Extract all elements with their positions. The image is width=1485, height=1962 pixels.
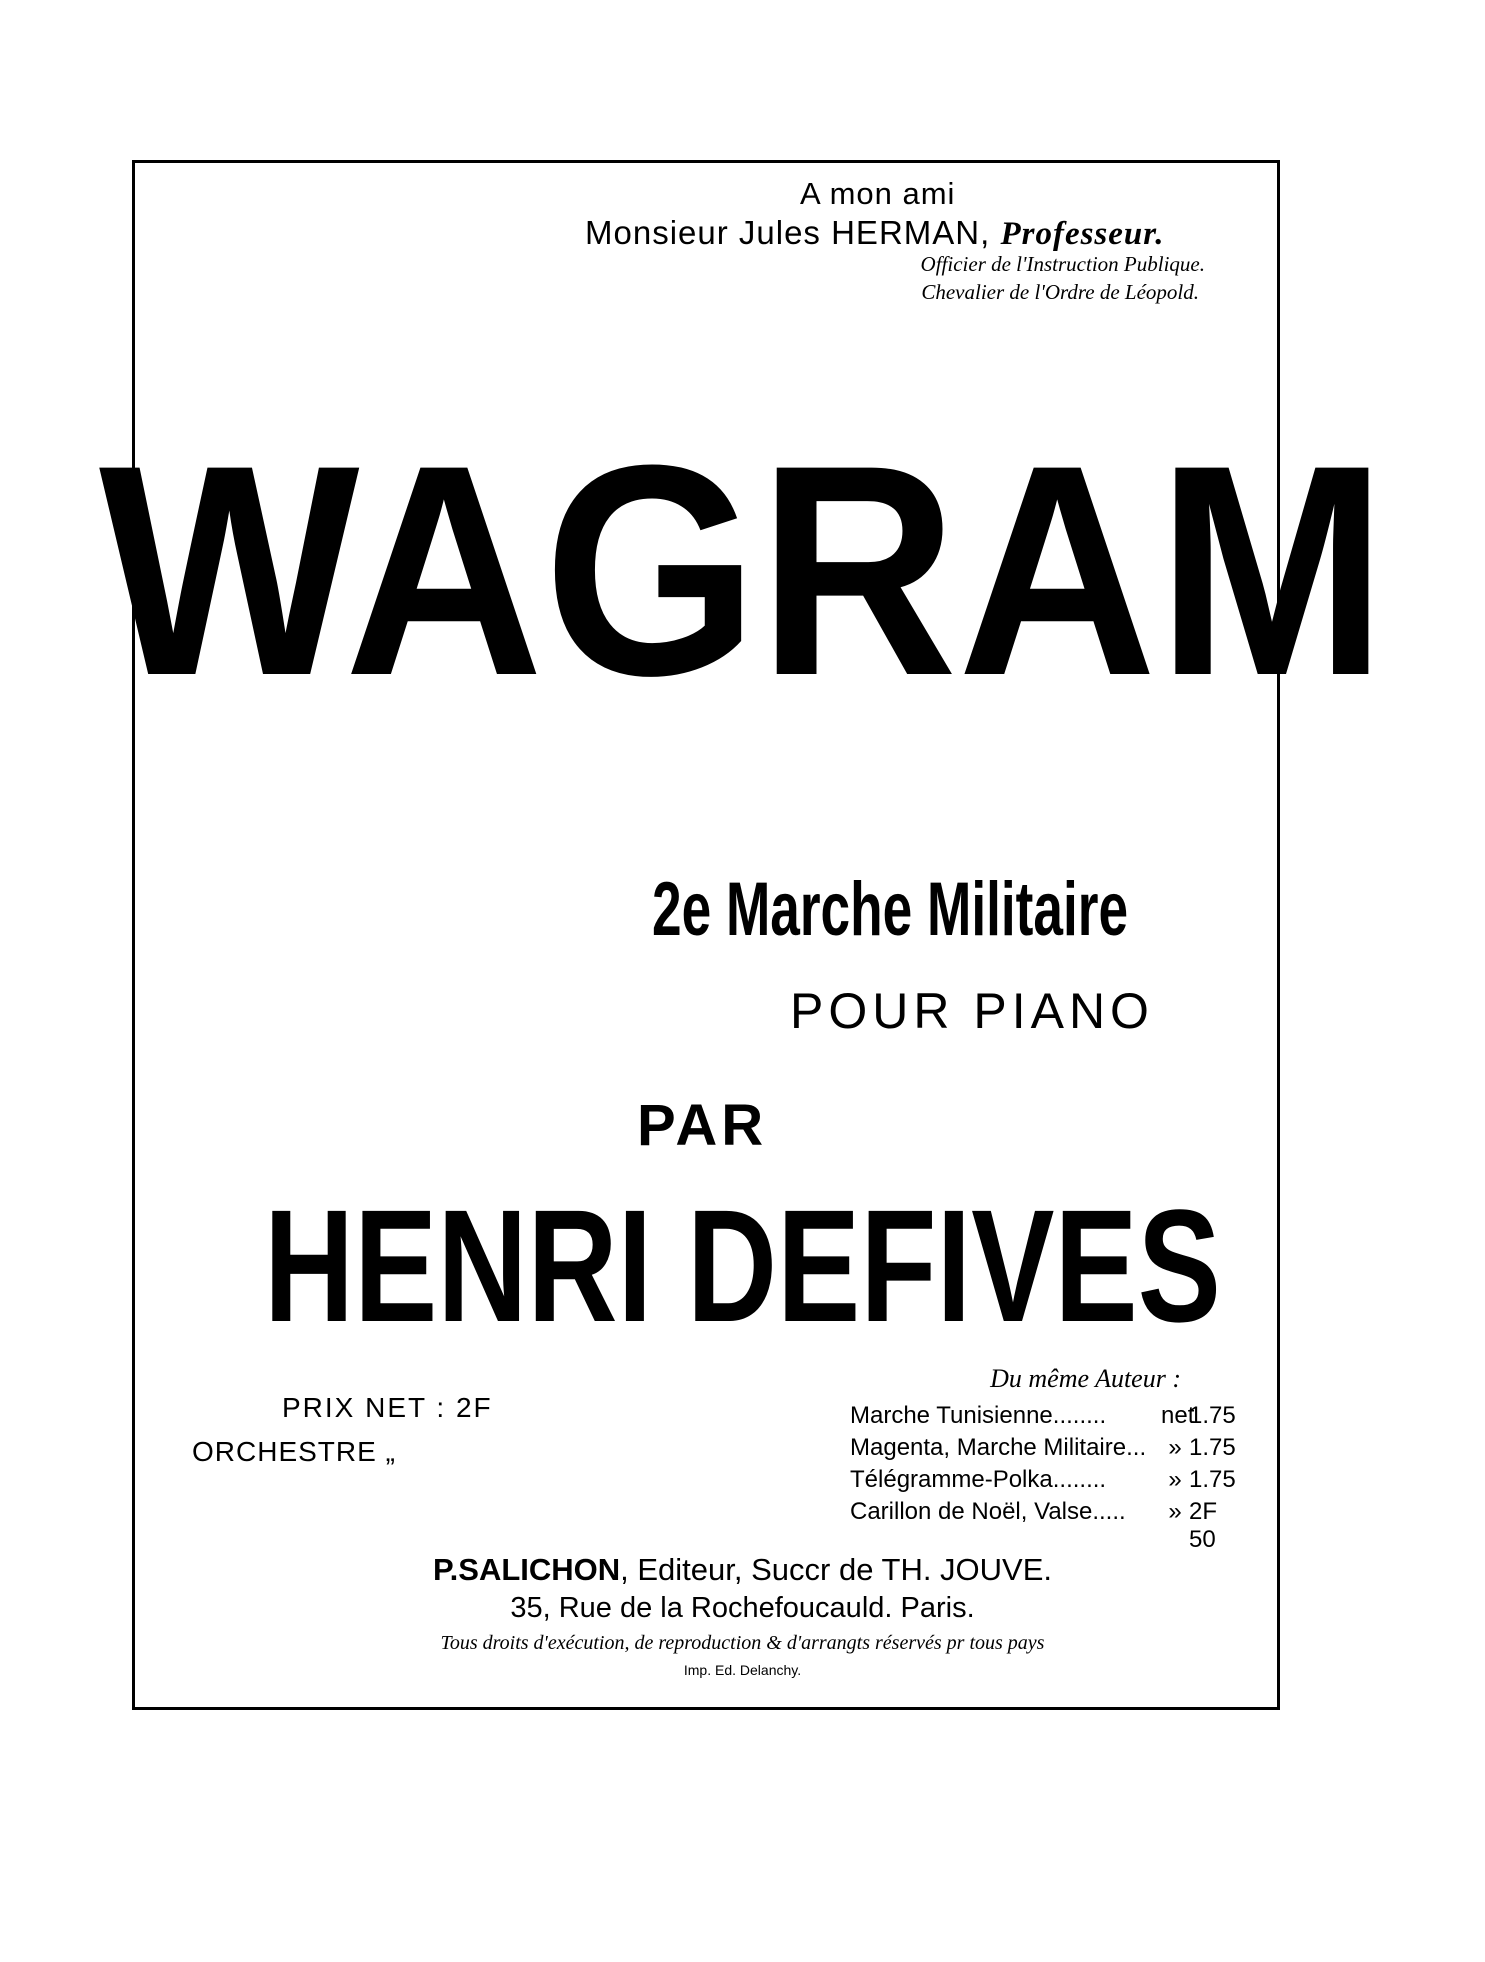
- page-title: [0, 402, 1485, 738]
- work-name: Télégramme-Polka........: [850, 1466, 1107, 1493]
- composer-text: HENRI DEFIVES: [264, 1176, 1221, 1355]
- orchestra-price: ORCHESTRE „: [192, 1436, 396, 1467]
- dedication-line-4: Chevalier de l'Ordre de Léopold.: [921, 280, 1199, 304]
- work-price: 1.75: [1189, 1402, 1236, 1429]
- work-name: Carillon de Noël, Valse.....: [850, 1498, 1126, 1525]
- publisher-details: , Editeur, Succr de TH. JOUVE.: [620, 1552, 1053, 1587]
- work-mark: »: [1168, 1466, 1182, 1493]
- composer-name: [0, 1176, 1485, 1356]
- title-text: WAGRAM: [98, 402, 1387, 738]
- list-item: [850, 1466, 1245, 1498]
- work-price: 2F 50: [1189, 1498, 1218, 1553]
- list-item: [850, 1434, 1245, 1466]
- dedication-line-2: [585, 214, 1165, 253]
- dedication-recipient: Monsieur Jules HERMAN,: [585, 214, 991, 251]
- list-item: [850, 1402, 1245, 1434]
- instrument: POUR PIANO: [790, 983, 1154, 1039]
- subtitle-text: 2e Marche Militaire: [652, 867, 1129, 952]
- work-name: Marche Tunisienne........: [850, 1402, 1107, 1429]
- publisher-address: 35, Rue de la Rochefoucauld. Paris.: [510, 1592, 975, 1624]
- work-price: 1.75: [1189, 1434, 1236, 1461]
- net-price: PRIX NET : 2F: [282, 1392, 493, 1423]
- list-item: [850, 1498, 1245, 1553]
- dedication-recipient-title: Professeur.: [1000, 216, 1165, 252]
- rights-notice: Tous droits d'exécution, de reproduction & d'arrangts réservés pr tous pays: [440, 1632, 1045, 1654]
- work-price: 1.75: [1189, 1466, 1236, 1493]
- other-works-heading: Du même Auteur :: [990, 1364, 1181, 1393]
- subtitle: [652, 867, 1332, 952]
- dedication-line-3: Officier de l'Instruction Publique.: [920, 252, 1205, 276]
- work-mark: »: [1168, 1434, 1182, 1461]
- dedication-line-1: A mon ami: [800, 176, 956, 211]
- printer-credit: Imp. Ed. Delanchy.: [683, 1662, 802, 1678]
- other-works-list: [850, 1402, 1245, 1553]
- publisher-name: P.SALICHON: [432, 1552, 621, 1587]
- work-name: Magenta, Marche Militaire...: [850, 1434, 1147, 1461]
- by-label: PAR: [637, 1093, 768, 1158]
- work-mark: »: [1168, 1498, 1182, 1525]
- publisher-line-1: [0, 1552, 1485, 1588]
- work-mark: net: [1161, 1402, 1195, 1429]
